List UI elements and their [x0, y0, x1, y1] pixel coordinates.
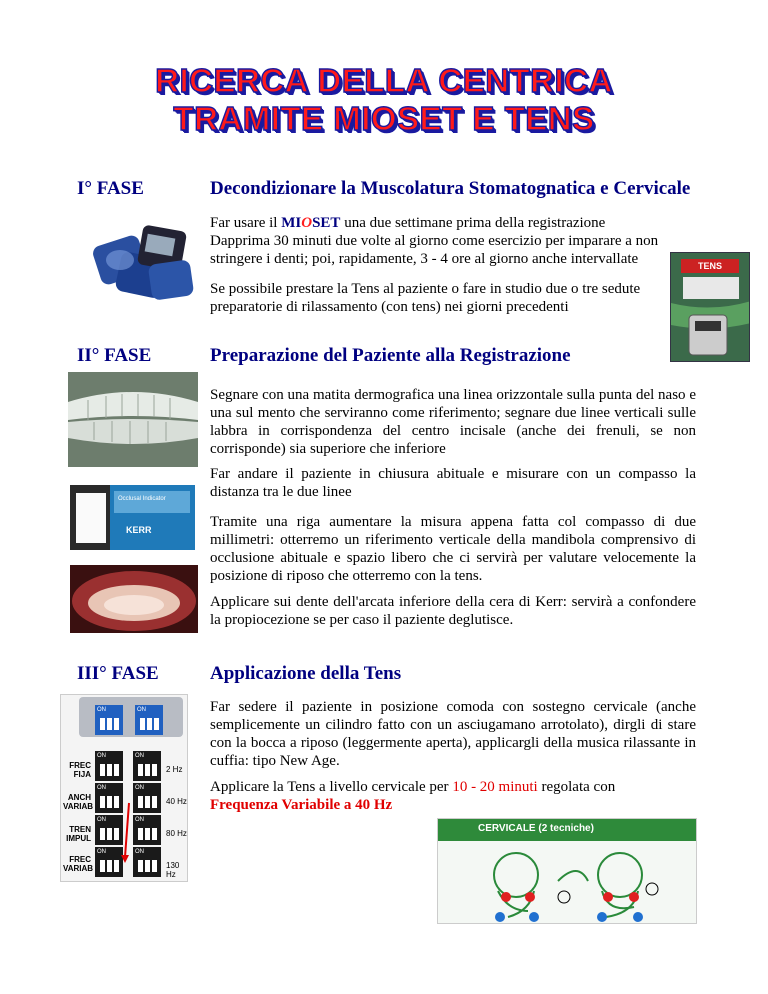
switch-row1-dip-a: ON	[95, 751, 123, 781]
kerr-box-text: Occlusal Indicator	[118, 496, 166, 502]
switch-row2-dip-b: ON	[133, 783, 161, 813]
phase1-label: I° FASE	[77, 178, 144, 199]
kerr-wax-box-photo	[70, 485, 195, 550]
switch-row1-label: FREC FIJA	[69, 761, 91, 779]
switch-row3-hz: 80 Hz	[166, 829, 187, 838]
switch-row4-label: FREC VARIAB	[63, 855, 94, 873]
switch-row4-dip-a: ON	[95, 847, 123, 877]
tens-switch-diagram	[60, 694, 188, 882]
switch-row4-hz: 130 Hz	[166, 861, 180, 879]
device-dip-left: ON	[95, 705, 123, 735]
open-mouth-photo	[70, 565, 198, 633]
phase2-paragraph3: Tramite una riga aumentare la misura appena fatta col compasso di due millimetri: otterremo un riferimento verticale della mandibola comprensivo di occlusione abituale e spazio libero che ci servirà per valutare velocemente la posizione di riposo che otterremo con la tens.	[210, 514, 696, 584]
kerr-label: KERR	[126, 525, 152, 535]
device-dip-right: ON	[135, 705, 163, 735]
cervicale-diagram	[437, 818, 697, 924]
phase1-paragraph2: Se possibile prestare la Tens al paziente o fare in studio due o tre sedute preparatorie di rilassamento (con tens) nei giorni precedenti	[210, 281, 641, 315]
phase2-paragraph1: Segnare con una matita dermografica una linea orizzontale sulla punta del naso e una sul mento che serviranno come riferimento; segnare due linee verticali sulle labbra in corrispondenza del centro incisale (anche dei frenuli, se non corrisponde) sia superiore che inferiore	[210, 387, 696, 457]
switch-row2-dip-a: ON	[95, 783, 123, 813]
phase3-paragraph2: Applicare la Tens a livello cervicale per 10 - 20 minuti regolata con Frequenza Variabile a 40 Hz	[210, 779, 616, 813]
tens-booklet-cover	[670, 252, 750, 362]
phase2-paragraph4: Applicare sui dente dell'arcata inferiore della cera di Kerr: servirà a confondere la propiocezione se per caso il paziente deglutisce.	[210, 594, 696, 628]
mioset-image	[88, 210, 198, 305]
switch-row3-dip-a: ON	[95, 815, 123, 845]
phase2-label: II° FASE	[77, 345, 152, 366]
page-title-line2: TRAMITE MIOSET E TENS	[173, 100, 595, 137]
switch-row3-dip-b: ON	[133, 815, 161, 845]
phase3-paragraph1: Far sedere il paziente in posizione comoda con sostegno cervicale (anche semplicemente un cilindro fatto con un asciugamano arrotolato), dirgli di stare con la bocca a riposo (leggermente aperta), applicargli della musica rilassante in cuffia: tipo New Age.	[210, 699, 696, 769]
phase1-paragraph1: Far usare il MIOSET una due settimane prima della registrazione Dapprima 30 minuti due volte al giorno come esercizio per imparare a non stringere i denti; poi, rapidamente, 3 - 4 ore al giorno anche intervallate	[210, 215, 659, 267]
switch-row1-hz: 2 Hz	[166, 765, 183, 774]
phase1-heading: Decondizionare la Muscolatura Stomatognatica e Cervicale	[210, 178, 691, 199]
head-electrodes-icon	[438, 841, 697, 924]
switch-row2-hz: 40 Hz	[166, 797, 187, 806]
switch-row2-label: ANCH VARIAB	[63, 793, 94, 811]
switch-row1-dip-b: ON	[133, 751, 161, 781]
phase3-heading: Applicazione della Tens	[210, 663, 402, 684]
cover-title: TENS	[697, 261, 723, 271]
switch-row4-dip-b: ON	[133, 847, 161, 877]
phase2-heading: Preparazione del Paziente alla Registrazione	[210, 345, 571, 366]
phase3-label: III° FASE	[77, 663, 159, 684]
phase2-paragraph2: Far andare il paziente in chiusura abituale e misurare con un compasso la distanza tra le due linee	[210, 466, 696, 500]
teeth-photo	[68, 372, 198, 467]
page-title-line1: RICERCA DELLA CENTRICA	[155, 62, 613, 99]
switch-row3-label: TREN IMPUL	[66, 825, 91, 843]
cervicale-banner: CERVICALE (2 tecniche)	[438, 819, 697, 841]
selection-arrow-icon	[61, 695, 188, 882]
